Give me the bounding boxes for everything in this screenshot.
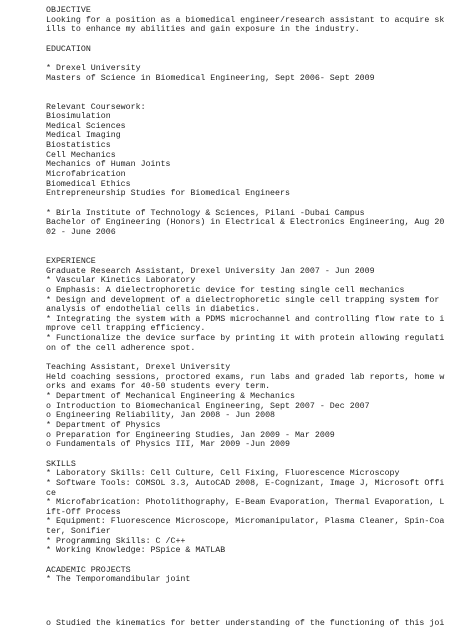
text-line: * Design and development of a dielectrophoretic single cell trapping system for	[46, 295, 440, 305]
text-line: * Software Tools: COMSOL 3.3, AutoCAD 2008, E-Cognizant, Image J, Microsoft Offi	[46, 478, 445, 488]
section-heading-skills: SKILLS	[46, 459, 76, 469]
text-line: Graduate Research Assistant, Drexel University Jan 2007 - Jun 2009	[46, 266, 375, 276]
text-line: ills to enhance my abilities and gain exposure in the industry.	[46, 25, 360, 35]
text-line: ce	[46, 488, 56, 498]
section-heading-education: EDUCATION	[46, 44, 91, 54]
text-line: * Equipment: Fluorescence Microscope, Micromanipulator, Plasma Cleaner, Spin-Coa	[46, 517, 445, 527]
text-line: Masters of Science in Biomedical Engineering, Sept 2006- Sept 2009	[46, 73, 375, 83]
text-line: Mechanics of Human Joints	[46, 160, 171, 170]
text-line: Cell Mechanics	[46, 150, 116, 160]
text-line: o Fundamentals of Physics III, Mar 2009 -Jun 2009	[46, 440, 290, 450]
text-line: Teaching Assistant, Drexel University	[46, 363, 231, 373]
text-line: Biostatistics	[46, 141, 111, 151]
text-line: Biosimulation	[46, 112, 111, 122]
text-line: * Drexel University	[46, 63, 141, 73]
text-line: ift-Off Process	[46, 507, 121, 517]
text-line: mprove cell trapping efficiency.	[46, 324, 206, 334]
text-line: Looking for a position as a biomedical engineer/research assistant to acquire sk	[46, 15, 445, 25]
text-line: Bachelor of Engineering (Honors) in Electrical & Electronics Engineering, Aug 20	[46, 218, 445, 228]
text-line: * The Temporomandibular joint	[46, 575, 191, 585]
section-heading-experience: EXPERIENCE	[46, 256, 96, 266]
text-line: Entrepreneurship Studies for Biomedical Engineers	[46, 189, 290, 199]
text-line: on of the cell adherence spot.	[46, 343, 196, 353]
text-line: analysis of endothelial cells in diabetics.	[46, 305, 261, 315]
text-line: orks and exams for 40-50 students every term.	[46, 382, 271, 392]
text-line: o Emphasis: A dielectrophoretic device for testing single cell mechanics	[46, 285, 405, 295]
text-line: * Department of Mechanical Engineering & Mechanics	[46, 392, 295, 401]
section-heading-objective: OBJECTIVE	[46, 6, 91, 15]
section-heading-academic-projects: ACADEMIC PROJECTS	[46, 565, 131, 575]
text-line: Biomedical Ethics	[46, 179, 131, 189]
text-line: * Vascular Kinetics Laboratory	[46, 276, 196, 286]
text-line-footer: o Studied the kinematics for better understanding of the functioning of this joi	[46, 619, 445, 628]
text-line: Relevant Coursework:	[46, 102, 146, 112]
text-line: * Laboratory Skills: Cell Culture, Cell Fixing, Fluorescence Microscopy	[46, 469, 400, 479]
text-line: * Department of Physics	[46, 420, 161, 430]
text-line: * Microfabrication: Photolithography, E-Beam Evaporation, Thermal Evaporation, L	[46, 498, 445, 508]
text-line: Medical Sciences	[46, 121, 126, 131]
text-line: * Programming Skills: C /C++	[46, 536, 186, 546]
text-line: 02 - June 2006	[46, 227, 116, 237]
text-line: ter, Sonifier	[46, 527, 111, 537]
text-line: o Engineering Reliability, Jan 2008 - Jun 2008	[46, 411, 276, 421]
text-line: o Introduction to Biomechanical Engineering, Sept 2007 - Dec 2007	[46, 401, 370, 411]
text-line: * Working Knowledge: PSpice & MATLAB	[46, 546, 226, 556]
text-line: Microfabrication	[46, 170, 126, 180]
text-line: Held coaching sessions, proctored exams, run labs and graded lab reports, home w	[46, 372, 445, 382]
text-line: * Integrating the system with a PDMS microchannel and controlling flow rate to i	[46, 314, 445, 324]
text-line: * Birla Institute of Technology & Sciences, Pilani -Dubai Campus	[46, 208, 365, 218]
text-line: Medical Imaging	[46, 131, 121, 141]
text-line: * Functionalize the device surface by printing it with protein allowing regulati	[46, 334, 445, 344]
text-line: o Preparation for Engineering Studies, Jan 2009 - Mar 2009	[46, 430, 335, 440]
